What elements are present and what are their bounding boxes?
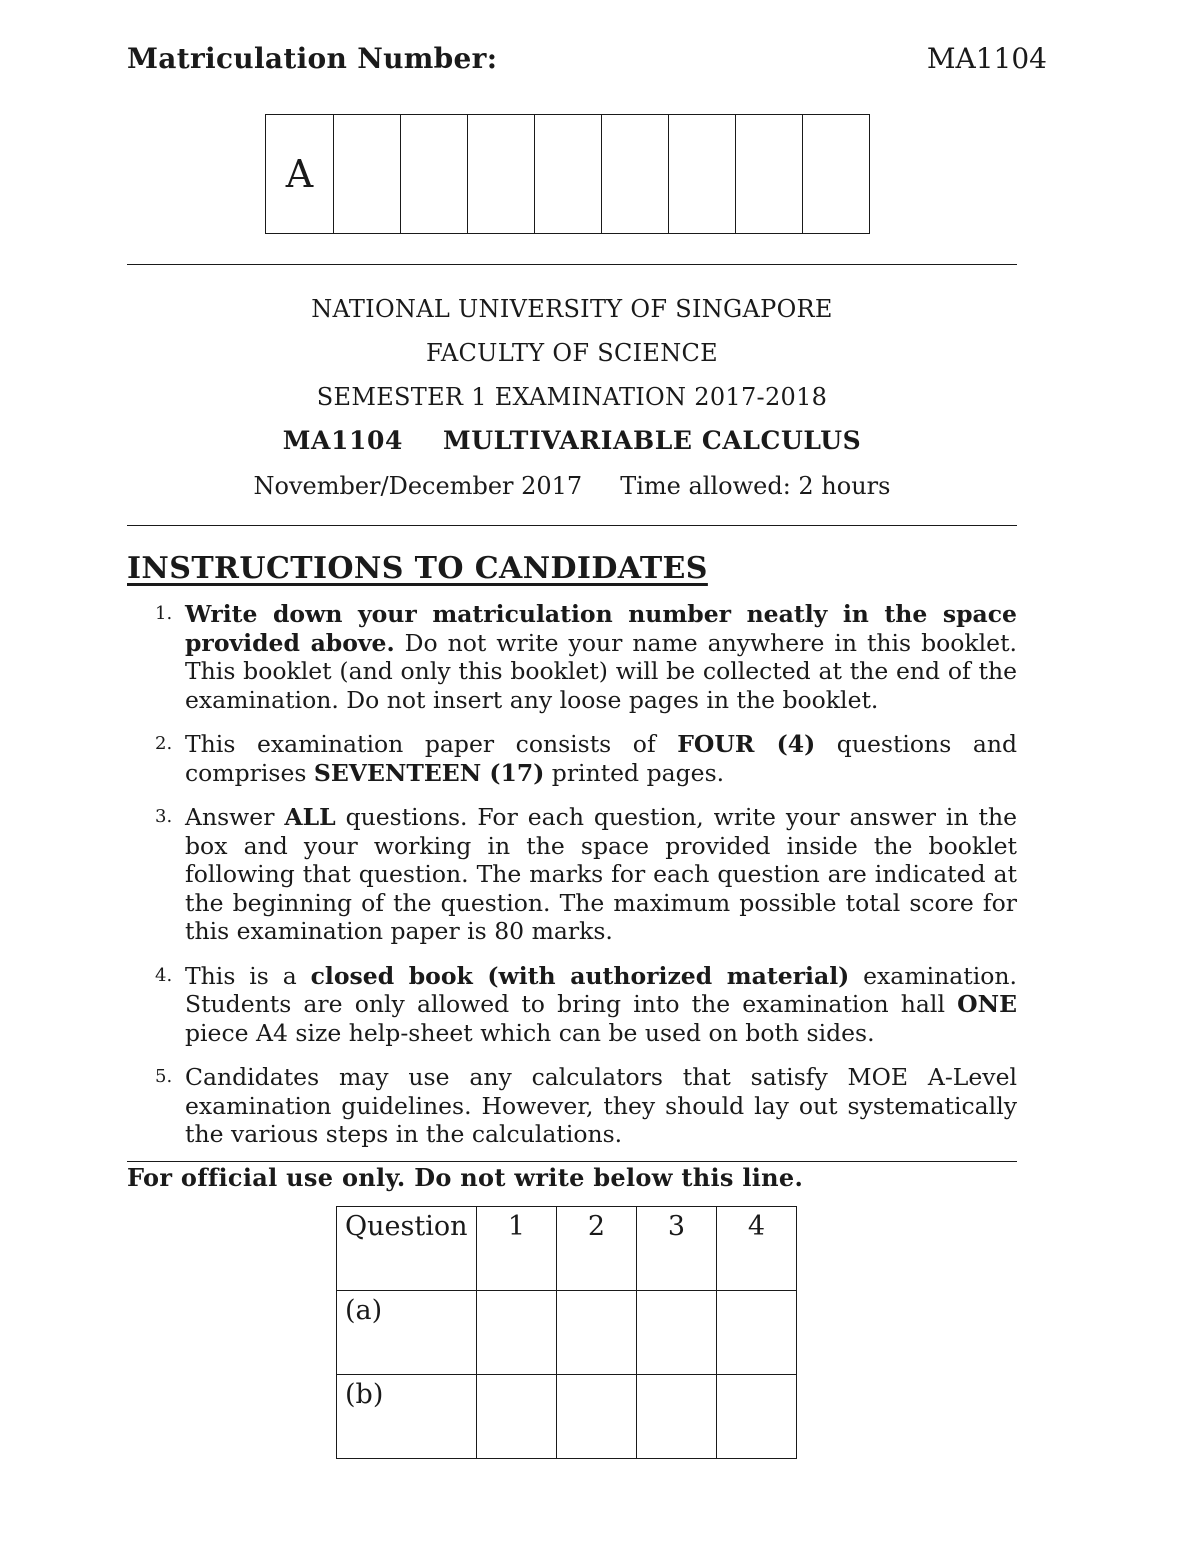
faculty-name: FACULTY OF SCIENCE xyxy=(426,339,718,367)
instruction-text: questions. For each question, write your answer in the box and your working in the space provided inside the booklet following that question. The marks for each question are indicated at the beginning of the question. The maximum possible total score for this examination paper is 80 marks. xyxy=(185,803,1017,945)
divider-rule xyxy=(127,264,1017,265)
matric-box[interactable] xyxy=(467,115,534,233)
instruction-number: 3. xyxy=(155,806,173,827)
matriculation-label: Matriculation Number: xyxy=(127,42,498,75)
table-header-cell: 1 xyxy=(477,1207,557,1291)
course-code: MA1104 xyxy=(282,426,403,455)
table-cell xyxy=(557,1291,637,1375)
instruction-text: SEVENTEEN (17) xyxy=(313,758,545,787)
instruction-text: examination. Students are only allowed to bring into the examination hall xyxy=(185,961,1017,1018)
instruction-text: questions and comprises xyxy=(185,730,1018,787)
exam-date: November/December 2017 xyxy=(253,472,583,500)
table-cell xyxy=(477,1291,557,1375)
table-cell xyxy=(717,1291,797,1375)
matric-box[interactable] xyxy=(735,115,802,233)
instruction-text: ONE xyxy=(957,990,1017,1018)
instruction-text: This is a xyxy=(185,961,311,990)
instruction-item xyxy=(127,600,1017,714)
table-header-cell: Question xyxy=(337,1207,477,1291)
table-cell xyxy=(477,1375,557,1459)
table-row-label: (b) xyxy=(337,1375,477,1459)
instruction-text: ALL xyxy=(284,803,336,831)
instruction-text: piece A4 size help-sheet which can be used on both sides. xyxy=(185,1018,875,1047)
instruction-text: printed pages. xyxy=(544,758,725,787)
marks-table xyxy=(336,1206,797,1459)
time-allowed: Time allowed: 2 hours xyxy=(620,472,891,500)
instruction-text: Write down your matriculation number neatly in the space provided above. xyxy=(185,600,1017,657)
course-name: MULTIVARIABLE CALCULUS xyxy=(442,426,862,455)
semester-line: SEMESTER 1 EXAMINATION 2017-2018 xyxy=(316,383,828,411)
divider-rule xyxy=(127,1161,1017,1162)
exam-date-line xyxy=(127,463,1017,509)
table-header-row xyxy=(337,1207,797,1291)
table-cell xyxy=(557,1375,637,1459)
matric-box[interactable] xyxy=(333,115,400,233)
divider-rule xyxy=(127,525,1017,526)
table-header-cell: 2 xyxy=(557,1207,637,1291)
instruction-number: 1. xyxy=(155,603,173,624)
table-cell xyxy=(717,1375,797,1459)
matric-box[interactable] xyxy=(668,115,735,233)
instruction-text: Answer xyxy=(185,803,285,831)
instructions-heading: INSTRUCTIONS TO CANDIDATES xyxy=(127,551,708,586)
table-cell xyxy=(637,1375,717,1459)
instructions-list xyxy=(127,600,1017,1165)
instruction-text: This examination paper consists of xyxy=(185,730,678,758)
matric-box[interactable]: A xyxy=(285,152,314,196)
official-use-label: For official use only. Do not write below this line. xyxy=(127,1163,804,1192)
table-row xyxy=(337,1375,797,1459)
table-row xyxy=(337,1291,797,1375)
course-title xyxy=(127,419,1017,463)
exam-title-block xyxy=(127,287,1017,509)
instruction-number: 4. xyxy=(155,964,173,986)
course-code-header: MA1104 xyxy=(926,42,1047,75)
table-row-label: (a) xyxy=(337,1291,477,1375)
instruction-text: FOUR (4) xyxy=(677,730,816,758)
university-name: NATIONAL UNIVERSITY OF SINGAPORE xyxy=(311,295,833,323)
table-cell xyxy=(637,1291,717,1375)
instruction-item xyxy=(127,730,1017,787)
instruction-text: closed book (with authorized material) xyxy=(310,961,850,990)
matric-box[interactable] xyxy=(400,115,467,233)
table-header-cell: 3 xyxy=(637,1207,717,1291)
instruction-number: 2. xyxy=(155,733,173,754)
matric-box[interactable] xyxy=(601,115,668,233)
matriculation-number-boxes xyxy=(265,114,870,234)
matric-box[interactable] xyxy=(802,115,869,233)
instruction-number: 5. xyxy=(155,1066,173,1087)
instruction-item xyxy=(127,803,1017,946)
instruction-item xyxy=(127,1063,1017,1149)
matric-box[interactable] xyxy=(534,115,601,233)
instruction-text: Do not write your name anywhere in this booklet. This booklet (and only this booklet) will be collected at the end of the examination. Do not insert any loose pages in the booklet. xyxy=(185,628,1018,714)
instruction-item xyxy=(127,962,1017,1048)
instruction-text: Candidates may use any calculators that satisfy MOE A-Level examination guidelines. However, they should lay out systematically the various steps in the calculations. xyxy=(185,1063,1017,1148)
table-header-cell: 4 xyxy=(717,1207,797,1291)
